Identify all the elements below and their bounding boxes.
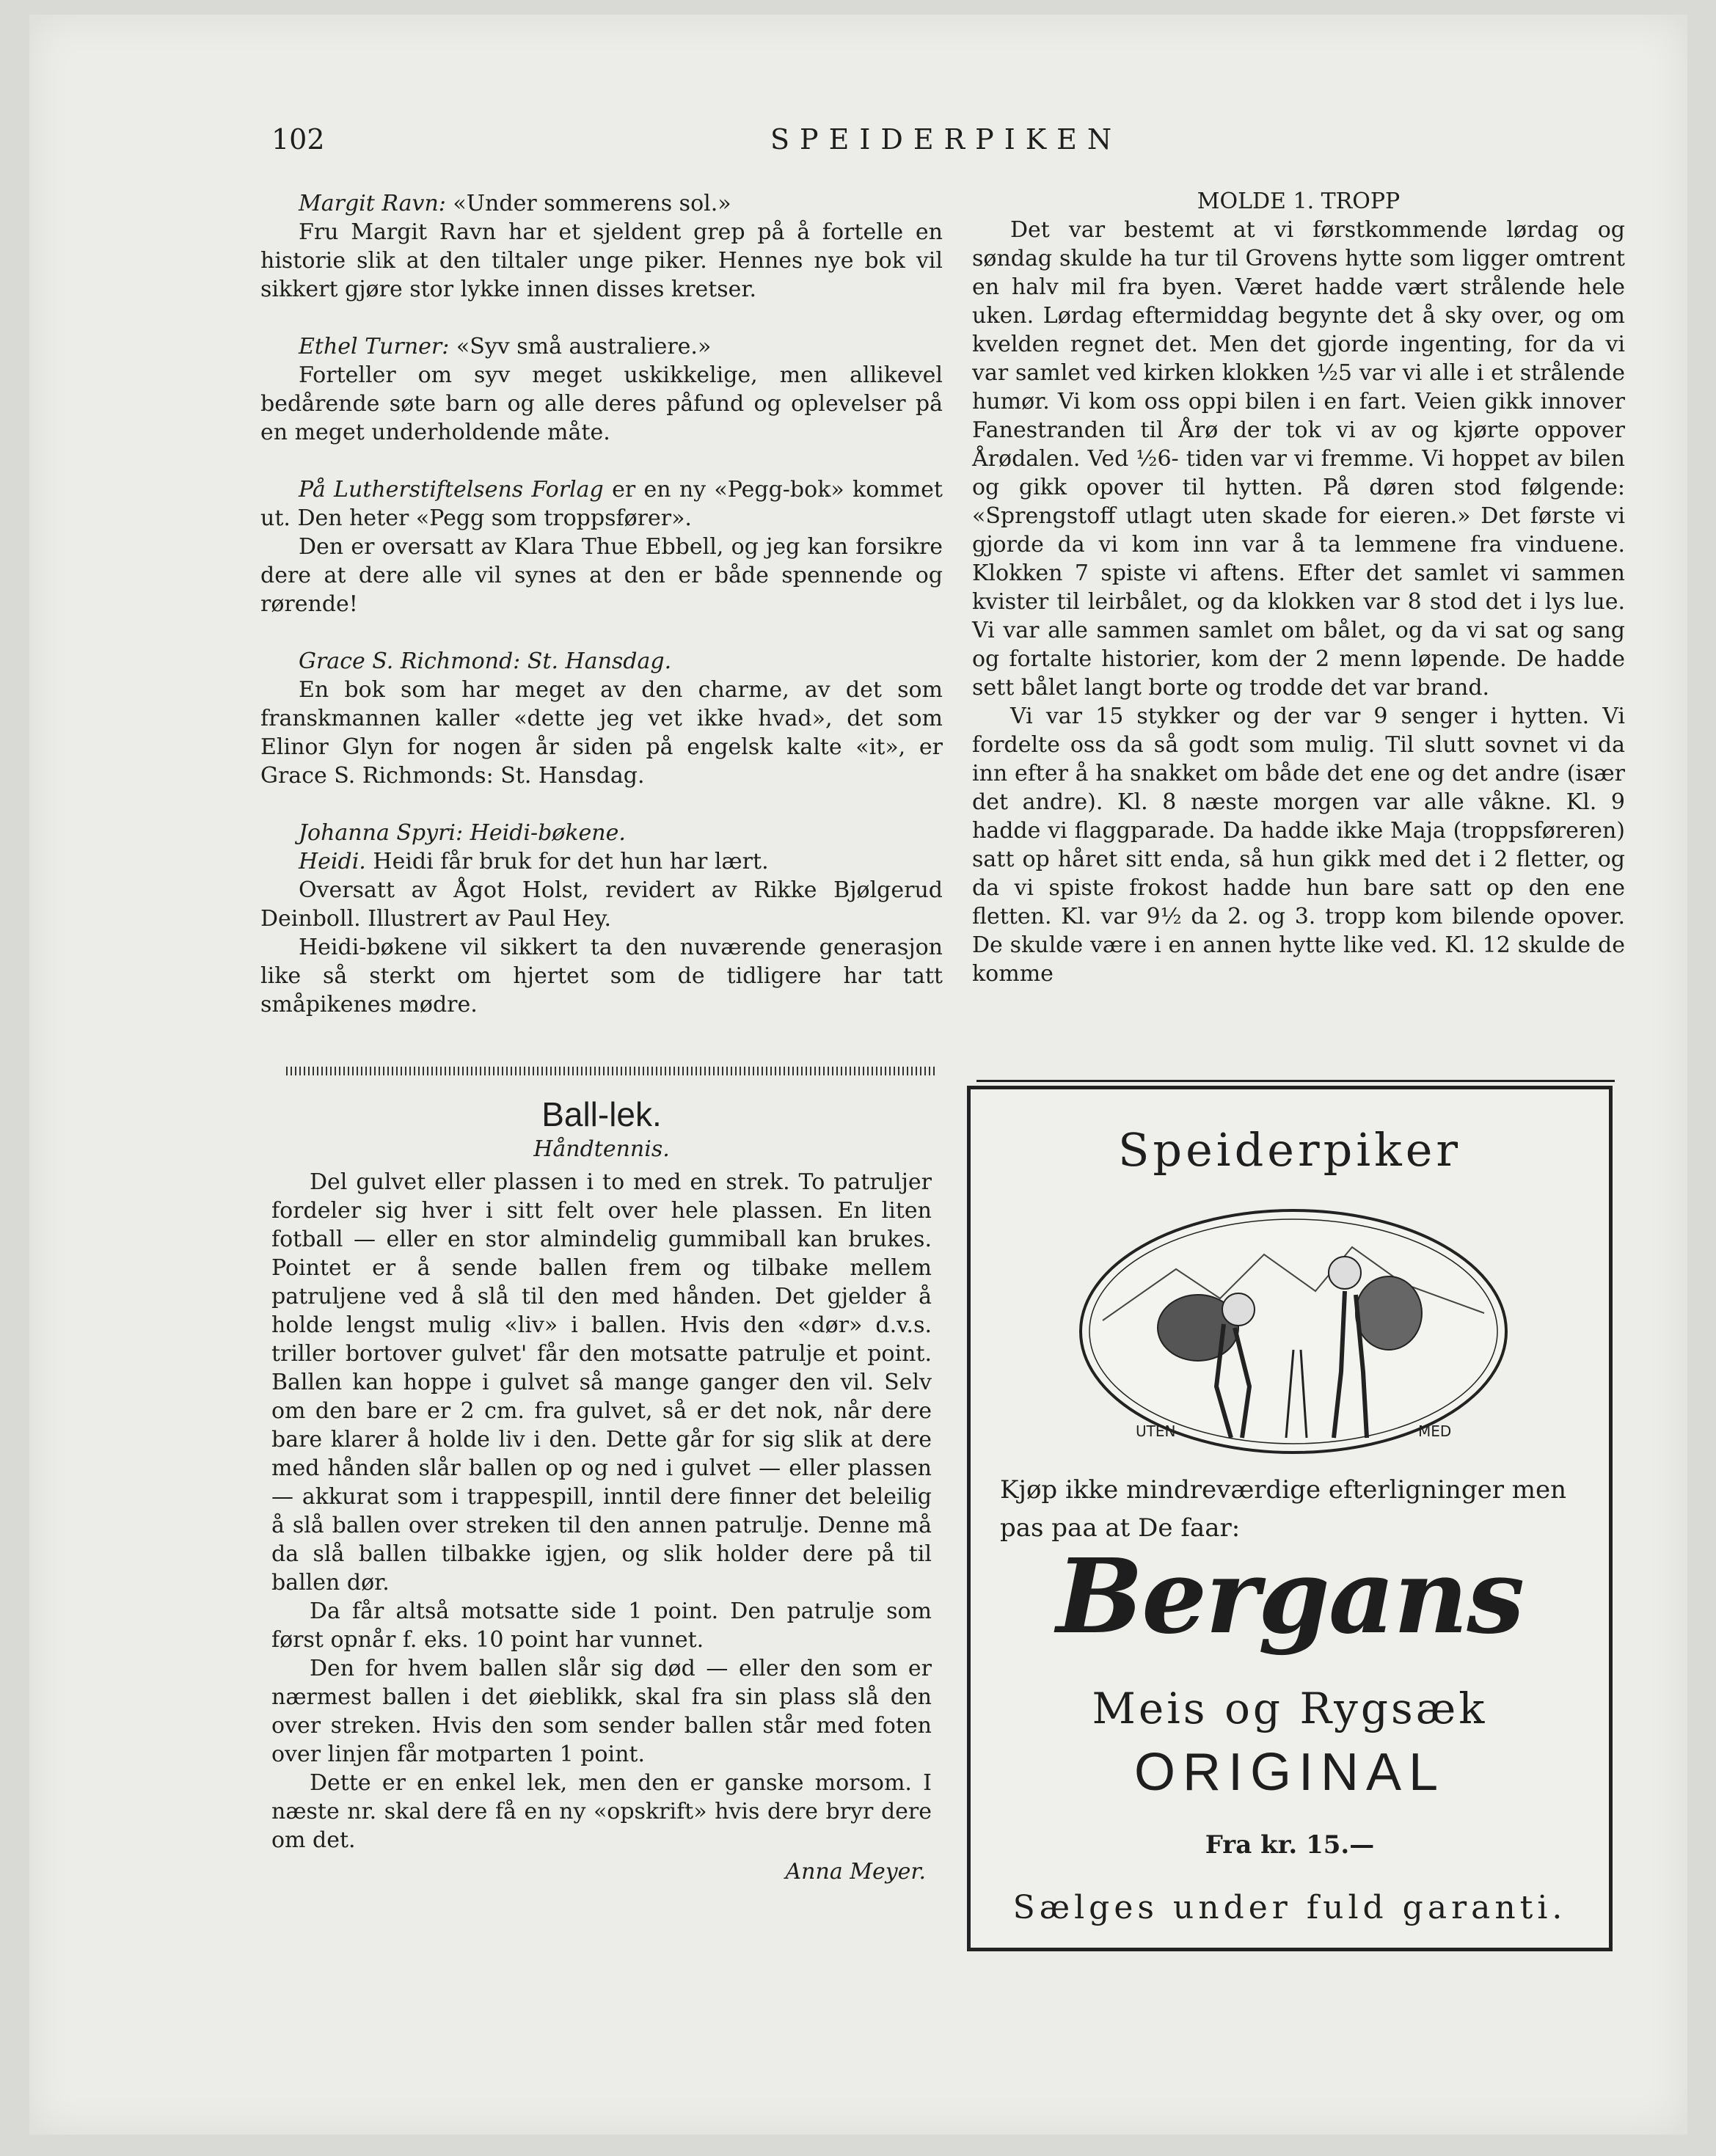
review-text-ravn: Fru Margit Ravn har et sjeldent grep på å fortelle en historie slik at den tiltaler unge piker. Hennes nye bok vil sikkert gjøre stor lykke innen disses kretser. [260,219,943,302]
review-text-turner: Forteller om syv meget uskikkelige, men allikevel bedårende søte barn og alle deres påfund og oplevelser på en meget underholdende måte. [260,362,943,445]
report-paragraph: Det var bestemt at vi førstkommende lørdag og søndag skulde ha tur til Grovens hytte som ligger omtrent en halv mil fra byen. Været hadde vært strålende hele uken. Lørdag eftermiddag begynte det å sky over, og om kvelden regnet det. Men det gjorde ingenting, for da vi var samlet ved kirken klokken ½5 var vi alle i et strålende humør. Vi kom oss oppi bilen i en fart. Veien gikk innover Fanestranden til Årø der tok vi av og kjørte oppover Årødalen. Ved ½6- tiden var vi fremme. Vi hoppet av bilen og gikk opover til hytten. På døren stod følgende: «Sprengstoff utlagt uten skade for eieren.» Det første vi gjorde da vi kom inn var å ta lemmene fra vinduene. Klokken 7 spiste vi aftens. Efter det samlet vi sammen kvister til leirbålet, og da klokken var 8 stod det i lys lue. Vi var alle sammen samlet om bålet, og da vi sat og sang og fortalte historier, kom der 2 menn løpende. De hadde sett bålet langt borte og trodde det var brand. [972,217,1625,701]
review-text-spyri: Oversatt av Ågot Holst, revidert av Rikke Bjølgerud Deinboll. Illustrert av Paul Hey. [260,877,943,932]
article-paragraph: Den for hvem ballen slår sig død — eller den som er nærmest ballen i det øieblikk, skal fra sin plass slå den over streken. Hvis den som sender ballen står med foten over linjen får motparten 1 point. [271,1656,932,1767]
illus-label-right: MED [1418,1422,1452,1440]
illus-label-left: UTEN [1136,1422,1176,1440]
review-title: St. Hansdag. [527,648,672,674]
review-publisher: På Lutherstiftelsens Forlag [299,477,604,503]
article-signature: Anna Meyer. [785,1859,926,1885]
review-text-richmond: En bok som har meget av den charme, av det som franskmannen kaller «dette jeg vet ikke hvad», det som Elinor Glyn for nogen år siden på engelsk kalte «it», er Grace S. Richmonds: St. Hansdag. [260,677,943,789]
troop-report-column [972,187,1625,988]
article-paragraph: Del gulvet eller plassen i to med en strek. To patruljer fordeler sig hver i sitt felt over hele plassen. En liten fotball — eller en stor almindelig gummiball kan brukes. Pointet er å sende ballen frem og tilbake mellem patruljene ved å slå til den med hånden. Det gjelder å holde lengst mulig «liv» i ballen. Hvis den «dør» d.v.s. triller bortover gulvet' får den motsatte patrulje et point. Ballen kan hoppe i gulvet så mange ganger den vil. Selv om den bare er 2 cm. fra gulvet, så er det nok, når dere bare klarer å holde liv i den. Dette går for sig slik at dere med hånden slår ballen op og ned i gulvet — eller plassen — akkurat som i trappespill, inntil dere finner det beleilig å slå ballen over streken til den annen patrulje. Denne må da slå ballen tilbakke igjen, og slik holder dere på til ballen dør. [271,1169,932,1596]
review-title: «Under sommerens sol.» [453,191,731,216]
review-heading-ravn [260,189,943,218]
report-heading: MOLDE 1. TROPP [1197,189,1401,214]
review-text-pegg: På Lutherstiftelsens Forlag er en ny «Pegg-bok» kommet ut. Den heter «Pegg som troppsfører». [260,477,943,531]
review-text-pegg-2: Den er oversatt av Klara Thue Ebbell, og jeg kan forsikre dere at dere alle vil synes at den er både spennende og rørende! [260,534,943,617]
article-paragraph: Da får altså motsatte side 1 point. Den patrulje som først opnår f. eks. 10 point har vunnet. [271,1598,932,1653]
article-subtitle: Håndtennis. [533,1136,670,1162]
page-header [271,123,1189,160]
ball-lek-article [271,1095,932,1886]
review-sub-heidi: Heidi. Heidi får bruk for det hun har lært. [299,849,769,874]
review-text-spyri-2: Heidi-bøkene vil sikkert ta den nuværende generasjon like så sterkt om hjertet som de tidligere har tatt småpikenes mødre. [260,935,943,1017]
report-paragraph: Vi var 15 stykker og der var 9 senger i hytten. Vi fordelte oss da så godt som mulig. Til slutt sovnet vi da inn efter å ha snakket om både det ene og det andre (især det andre). Kl. 8 næste morgen var alle våkne. Kl. 9 hadde vi flaggparade. Da hadde ikke Maja (troppsføreren) satt op håret sitt enda, så hun gikk med det i 2 fletter, og da vi spiste frokost hadde hun bare satt op den ene fletten. Kl. var 9½ da 2. og 3. tropp kom bilende opover. De skulde være i en annen hytte like ved. Kl. 12 skulde de komme [972,704,1625,987]
ad-guarantee: Sælges under fuld garanti. [1012,1889,1567,1926]
review-heading-spyri [260,819,943,847]
brand-logo: Bergans [1056,1537,1524,1657]
ad-product: Meis og Rygsæk [1092,1684,1488,1733]
article-title: Ball-lek. [541,1095,662,1133]
review-author: Grace S. Richmond: [299,648,521,674]
review-heading-turner [260,332,943,361]
ad-price: Fra kr. 15.— [1205,1830,1375,1860]
review-title: Heidi-bøkene. [470,820,626,846]
review-author: Margit Ravn: [299,191,446,216]
page-number: 102 [271,123,325,156]
ad-text: Kjøp ikke mindreværdige efterligninger men pas paa at De faar: [1000,1475,1567,1543]
review-heading-richmond [260,647,943,676]
review-author: Johanna Spyri: [299,820,464,846]
scouts-illustration [1073,1203,1514,1460]
book-reviews-column [260,189,943,1019]
review-title: «Syv små australiere.» [456,334,712,359]
dotted-divider [286,1067,935,1075]
ad-original: ORIGINAL [1133,1743,1446,1802]
page [29,15,1687,2135]
ad-title: Speiderpiker [1117,1123,1462,1177]
article-paragraph: Dette er en enkel lek, men den er ganske morsom. I næste nr. skal dere få en ny «opskrift» hvis dere bryr dere om det. [271,1770,932,1853]
running-title: SPEIDERPIKEN [770,123,1122,156]
bergans-advertisement [967,1086,1613,1951]
ad-top-rule [976,1080,1615,1082]
review-author: Ethel Turner: [299,334,450,359]
